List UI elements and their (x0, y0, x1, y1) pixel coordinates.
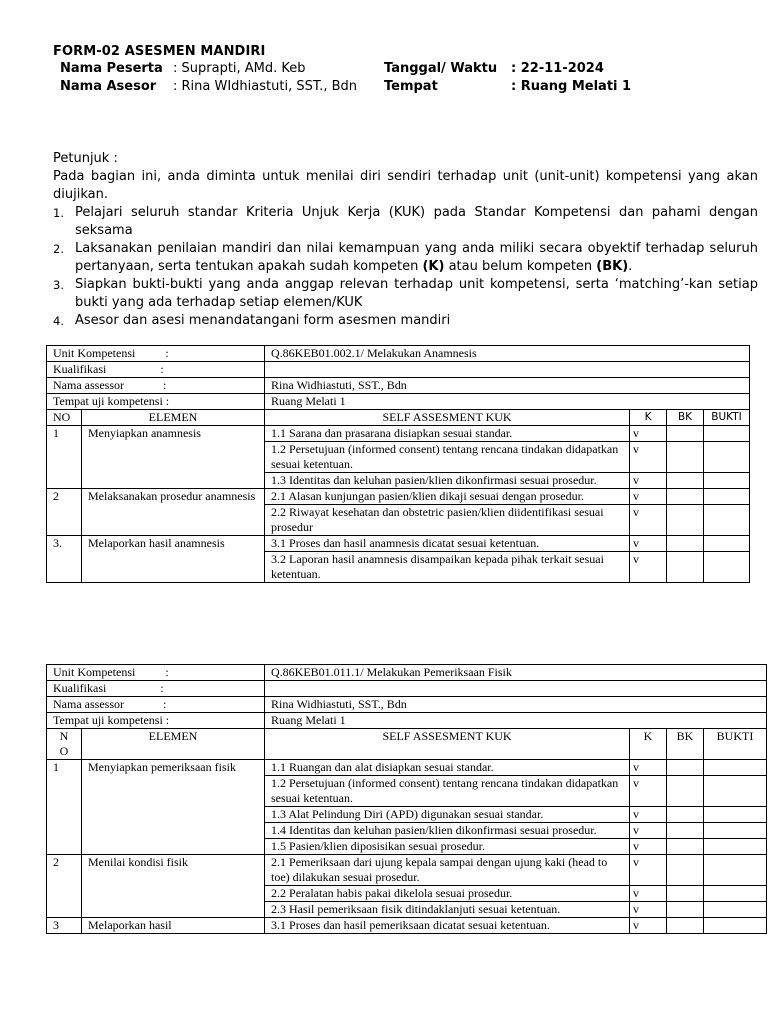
kualifikasi-label: Kualifikasi : (47, 362, 265, 378)
bukti-cell[interactable] (704, 855, 767, 886)
assessor-value: Rina Widhiastuti, SST., Bdn (265, 378, 750, 394)
element-name: Melaksanakan prosedur anamnesis (82, 489, 265, 536)
instructions (53, 150, 758, 330)
header-k: K (630, 410, 667, 426)
instruction-text: Laksanakan penilaian mandiri dan nilai kemampuan yang anda miliki secara obyektif terhadap seluruh pertanyaan, serta tentukan apakah sudah kompeten (75, 241, 758, 274)
unit-value: Q.86KEB01.002.1/ Melakukan Anamnesis (265, 346, 750, 362)
k-check-cell[interactable]: v (630, 776, 667, 807)
bukti-cell[interactable] (704, 489, 750, 505)
tempat-label: Tempat (384, 79, 438, 94)
column-header-row (47, 729, 767, 760)
instruction-text: . (628, 259, 633, 274)
kuk-text: 1.3 Alat Pelindung Diri (APD) digunakan sesuai standar. (265, 807, 630, 823)
element-name: Melaporkan hasil (82, 918, 265, 934)
competency-table-pemeriksaan-fisik (46, 664, 767, 934)
instruction-item (53, 312, 758, 330)
bk-check-cell[interactable] (667, 902, 704, 918)
bk-check-cell[interactable] (667, 489, 704, 505)
header-kuk: SELF ASSESMENT KUK (265, 410, 630, 426)
k-check-cell[interactable]: v (630, 426, 667, 442)
element-name: Menilai kondisi fisik (82, 855, 265, 918)
instruction-number: 1. (53, 206, 64, 220)
tempat-uji-value: Ruang Melati 1 (265, 713, 767, 729)
unit-row (47, 665, 767, 681)
header-k: K (630, 729, 667, 760)
bk-check-cell[interactable] (667, 776, 704, 807)
bukti-cell[interactable] (704, 823, 767, 839)
bukti-cell[interactable] (704, 886, 767, 902)
instruction-text: Pelajari seluruh standar Kriteria Unjuk Kerja (KUK) pada Standar Kompetensi dan pahami dengan seksama (75, 205, 758, 238)
kuk-text: 2.3 Hasil pemeriksaan fisik ditindaklanjuti sesuai ketentuan. (265, 902, 630, 918)
kuk-text: 1.4 Identitas dan keluhan pasien/klien dikonfirmasi sesuai prosedur. (265, 823, 630, 839)
bukti-cell[interactable] (704, 442, 750, 473)
asesor-value: : Rina WIdhiastuti, SST., Bdn (173, 79, 358, 94)
element-name: Melaporkan hasil anamnesis (82, 536, 265, 583)
bukti-cell[interactable] (704, 807, 767, 823)
kuk-text: 1.3 Identitas dan keluhan pasien/klien dikonfirmasi sesuai prosedur. (265, 473, 630, 489)
element-name: Menyiapkan pemeriksaan fisik (82, 760, 265, 855)
unit-label: Unit Kompetensi : (47, 665, 265, 681)
bk-check-cell[interactable] (667, 823, 704, 839)
instruction-text: atau belum kompeten (444, 259, 597, 274)
bk-check-cell[interactable] (667, 505, 704, 536)
element-number: 2 (47, 489, 82, 536)
kuk-row (47, 918, 767, 934)
k-check-cell[interactable]: v (630, 918, 667, 934)
k-check-cell[interactable]: v (630, 807, 667, 823)
k-check-cell[interactable]: v (630, 505, 667, 536)
k-check-cell[interactable]: v (630, 473, 667, 489)
assessor-row (47, 378, 750, 394)
k-check-cell[interactable]: v (630, 489, 667, 505)
kuk-text: 1.5 Pasien/klien diposisikan sesuai prosedur. (265, 839, 630, 855)
element-number: 3 (47, 918, 82, 934)
kuk-text: 1.2 Persetujuan (informed consent) tentang rencana tindakan didapatkan sesuai ketentuan. (265, 442, 630, 473)
kuk-text: 3.1 Proses dan hasil anamnesis dicatat sesuai ketentuan. (265, 536, 630, 552)
header-info-table (53, 60, 753, 96)
kuk-text: 2.2 Peralatan habis pakai dikelola sesuai prosedur. (265, 886, 630, 902)
bk-check-cell[interactable] (667, 918, 704, 934)
tempat-row (47, 394, 750, 410)
header-bk: BK (667, 410, 704, 426)
kuk-text: 3.1 Proses dan hasil pemeriksaan dicatat sesuai ketentuan. (265, 918, 630, 934)
element-number: 3. (47, 536, 82, 583)
header-bk: BK (667, 729, 704, 760)
k-check-cell[interactable]: v (630, 855, 667, 886)
kuk-text: 1.1 Sarana dan prasarana disiapkan sesuai standar. (265, 426, 630, 442)
form-title: FORM-02 ASESMEN MANDIRI (53, 44, 266, 59)
bukti-cell[interactable] (704, 536, 750, 552)
kuk-text: 3.2 Laporan hasil anamnesis disampaikan kepada pihak terkait sesuai ketentuan. (265, 552, 630, 583)
kualifikasi-row (47, 681, 767, 697)
k-check-cell[interactable]: v (630, 536, 667, 552)
kuk-row (47, 855, 767, 886)
k-check-cell[interactable]: v (630, 760, 667, 776)
tanggal-value: : 22-11-2024 (511, 61, 604, 76)
instructions-list (53, 204, 758, 330)
header-bukti: BUKTI (704, 729, 767, 760)
assessor-label: Nama assessor : (47, 697, 265, 713)
element-number: 1 (47, 426, 82, 489)
kuk-text: 1.2 Persetujuan (informed consent) tentang rencana tindakan didapatkan sesuai ketentuan. (265, 776, 630, 807)
kualifikasi-row (47, 362, 750, 378)
header-no: NO (47, 410, 82, 426)
header-bukti: BUKTI (704, 410, 750, 426)
k-check-cell[interactable]: v (630, 442, 667, 473)
kuk-text: 1.1 Ruangan dan alat disiapkan sesuai standar. (265, 760, 630, 776)
tanggal-label: Tanggal/ Waktu (384, 61, 498, 76)
assessor-label: Nama assessor : (47, 378, 265, 394)
instruction-item (53, 204, 758, 240)
tempat-uji-value: Ruang Melati 1 (265, 394, 750, 410)
bk-check-cell[interactable] (667, 552, 704, 583)
bukti-cell[interactable] (704, 505, 750, 536)
kuk-row (47, 489, 750, 505)
bk-check-cell[interactable] (667, 536, 704, 552)
bk-check-cell[interactable] (667, 473, 704, 489)
element-number: 1 (47, 760, 82, 855)
instruction-number: 3. (53, 278, 64, 292)
element-number: 2 (47, 855, 82, 918)
header-kuk: SELF ASSESMENT KUK (265, 729, 630, 760)
instruction-number: 4. (53, 314, 64, 328)
kuk-text: 2.2 Riwayat kesehatan dan obstetric pasien/klien diidentifikasi sesuai prosedur (265, 505, 630, 536)
bukti-cell[interactable] (704, 902, 767, 918)
kuk-row (47, 536, 750, 552)
element-name: Menyiapkan anamnesis (82, 426, 265, 489)
kuk-row (47, 760, 767, 776)
bukti-cell[interactable] (704, 839, 767, 855)
bukti-cell[interactable] (704, 918, 767, 934)
bk-check-cell[interactable] (667, 886, 704, 902)
peserta-label: Nama Peserta (60, 61, 163, 76)
bk-check-cell[interactable] (667, 426, 704, 442)
instructions-intro: Pada bagian ini, anda diminta untuk menilai diri sendiri terhadap unit (unit-unit) kompetensi yang akan diujikan. (53, 169, 758, 202)
kuk-text: 2.1 Pemeriksaan dari ujung kepala sampai dengan ujung kaki (head to toe) dilakukan sesuai prosedur. (265, 855, 630, 886)
bukti-cell[interactable] (704, 776, 767, 807)
kuk-text: 2.1 Alasan kunjungan pasien/klien dikaji sesuai dengan prosedur. (265, 489, 630, 505)
k-check-cell[interactable]: v (630, 552, 667, 583)
assessor-value: Rina Widhiastuti, SST., Bdn (265, 697, 767, 713)
bukti-cell[interactable] (704, 760, 767, 776)
peserta-value: : Suprapti, AMd. Keb (173, 61, 306, 76)
header-elemen: ELEMEN (82, 729, 265, 760)
tempat-row (47, 713, 767, 729)
column-header-row (47, 410, 750, 426)
k-check-cell[interactable]: v (630, 902, 667, 918)
assessor-row (47, 697, 767, 713)
instructions-heading: Petunjuk : (53, 151, 118, 166)
header-no: NO (47, 729, 82, 760)
kualifikasi-value (265, 681, 767, 697)
kualifikasi-value (265, 362, 750, 378)
tempat-value: : Ruang Melati 1 (511, 79, 632, 94)
tempat-uji-label: Tempat uji kompetensi : (47, 394, 265, 410)
bk-check-cell[interactable] (667, 839, 704, 855)
k-check-cell[interactable]: v (630, 823, 667, 839)
instruction-text: Asesor dan asesi menandatangani form asesmen mandiri (75, 313, 451, 328)
instruction-text: Siapkan bukti-bukti yang anda anggap relevan terhadap unit kompetensi, serta ‘matching’-kan setiap bukti yang ada terhadap setiap elemen/KUK (75, 277, 758, 310)
kualifikasi-label: Kualifikasi : (47, 681, 265, 697)
tempat-uji-label: Tempat uji kompetensi : (47, 713, 265, 729)
instruction-number: 2. (53, 242, 64, 256)
kuk-row (47, 426, 750, 442)
bk-check-cell[interactable] (667, 442, 704, 473)
competency-table-anamnesis (46, 345, 750, 583)
bukti-cell[interactable] (704, 552, 750, 583)
unit-label: Unit Kompetensi : (47, 346, 265, 362)
bukti-cell[interactable] (704, 473, 750, 489)
bukti-cell[interactable] (704, 426, 750, 442)
instruction-bold: (BK) (596, 259, 629, 274)
bk-check-cell[interactable] (667, 807, 704, 823)
header-elemen: ELEMEN (82, 410, 265, 426)
instruction-bold: (K) (422, 259, 445, 274)
asesor-label: Nama Asesor (60, 79, 157, 94)
bk-check-cell[interactable] (667, 760, 704, 776)
bk-check-cell[interactable] (667, 855, 704, 886)
unit-value: Q.86KEB01.011.1/ Melakukan Pemeriksaan Fisik (265, 665, 767, 681)
k-check-cell[interactable]: v (630, 886, 667, 902)
instruction-item (53, 240, 758, 276)
unit-row (47, 346, 750, 362)
k-check-cell[interactable]: v (630, 839, 667, 855)
instruction-item (53, 276, 758, 312)
